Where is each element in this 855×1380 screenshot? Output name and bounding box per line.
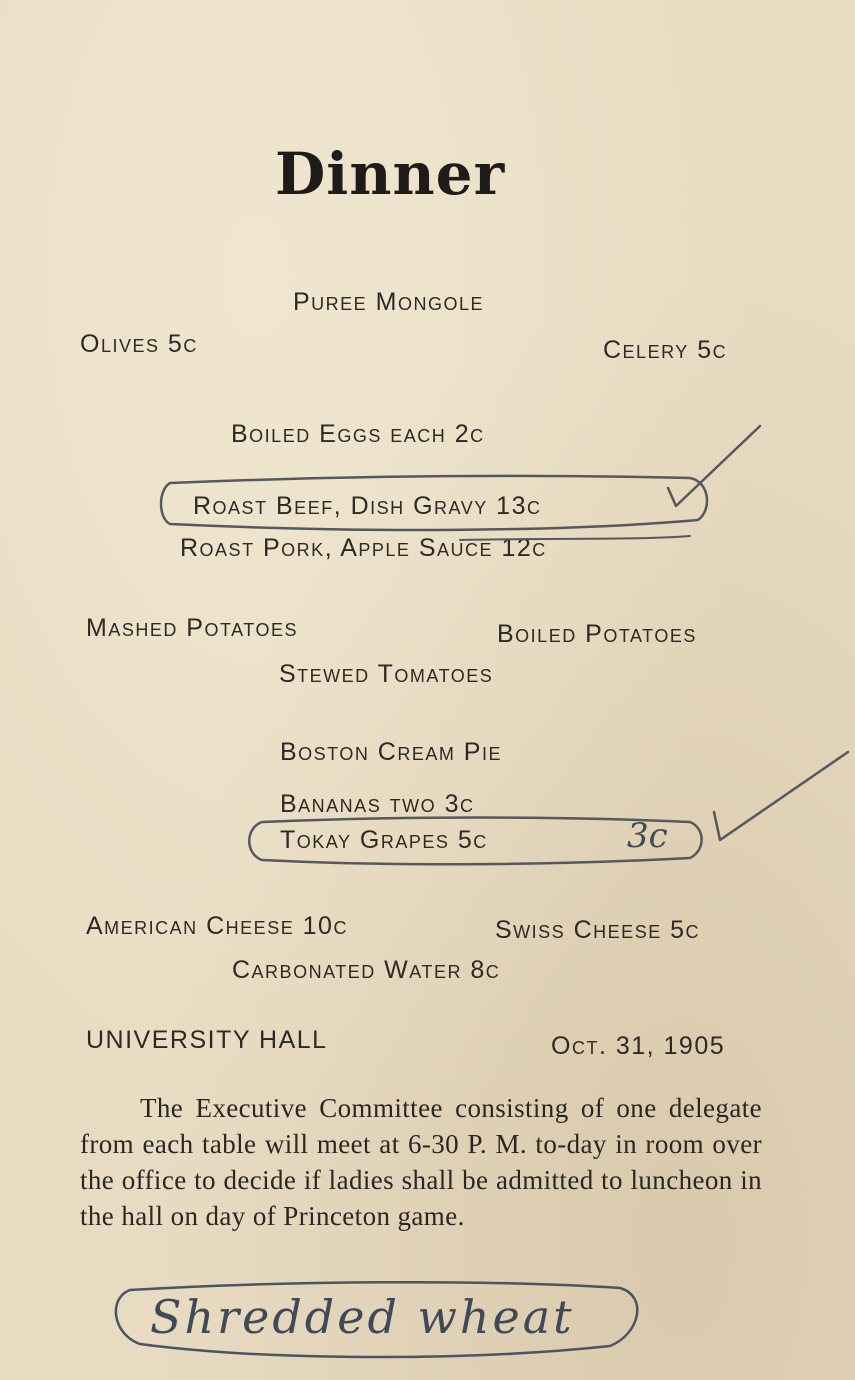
menu-item-boiled-potatoes: Boiled Potatoes	[497, 620, 697, 648]
footer-date: Oct. 31, 1905	[551, 1032, 726, 1060]
menu-item-grapes: Tokay Grapes 5c	[280, 826, 488, 854]
handwritten-note: Shredded wheat	[150, 1290, 575, 1344]
menu-item-beef: Roast Beef, Dish Gravy 13c	[193, 492, 542, 520]
check-mark-icon	[668, 426, 760, 506]
handwritten-grape-price: 3c	[627, 816, 668, 856]
beef-circle-mark	[161, 476, 707, 530]
menu-item-celery: Celery 5c	[603, 336, 728, 364]
menu-item-water: Carbonated Water 8c	[232, 956, 501, 984]
menu-item-mashed-potatoes: Mashed Potatoes	[86, 614, 298, 642]
menu-item-american-cheese: American Cheese 10c	[86, 912, 348, 940]
menu-item-olives: Olives 5c	[80, 330, 198, 358]
menu-item-eggs: Boiled Eggs each 2c	[231, 420, 485, 448]
check-mark-icon	[714, 752, 848, 840]
menu-item-stewed-tomatoes: Stewed Tomatoes	[279, 660, 494, 688]
menu-item-pork: Roast Pork, Apple Sauce 12c	[180, 534, 547, 562]
committee-notice: The Executive Committee consisting of one delegate from each table will meet at 6-30 P. M. to-day in room over the office to decide if ladies shall be admitted to luncheon in the hall on day of Princeton game.	[80, 1093, 762, 1231]
menu-item-soup: Puree Mongole	[293, 288, 484, 316]
footer-place: UNIVERSITY HALL	[86, 1026, 328, 1054]
menu-title: Dinner	[275, 140, 506, 208]
menu-item-pie: Boston Cream Pie	[280, 738, 502, 766]
menu-item-bananas: Bananas two 3c	[280, 790, 475, 818]
pork-underline-mark	[460, 536, 690, 540]
grapes-circle-mark	[249, 818, 701, 865]
note-circle-mark	[116, 1282, 637, 1357]
menu-item-swiss-cheese: Swiss Cheese 5c	[495, 916, 701, 944]
